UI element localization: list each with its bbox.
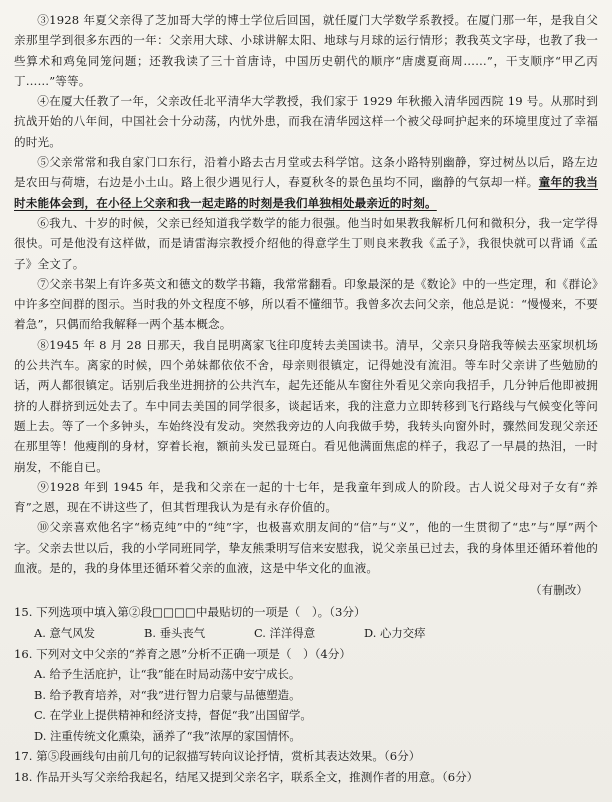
paragraph-5 xyxy=(14,152,598,213)
paragraph-4: ④在厦大任教了一年，父亲改任北平清华大学教授，我们家于 1929 年秋搬入清华园西院 19 号。从那时到抗战开始的八年间，中国社会十分动荡，内忧外患，而我在清华园这样一个被父母呵护起来的环境里度过了幸福的时光。 xyxy=(14,94,598,149)
question-15: 15. 下列选项中填入第②段□□□□中最贴切的一项是（ ）。（3分） xyxy=(14,605,366,620)
q16-option-d[interactable]: D. 注重传统文化熏染，涵养了“我”浓厚的家国情怀。 xyxy=(34,728,301,743)
q15-option-a[interactable]: A. 意气风发 xyxy=(34,625,96,640)
question-15-options xyxy=(34,623,598,644)
q15-option-c[interactable]: C. 洋洋得意 xyxy=(254,625,316,640)
source-note: （有删改） xyxy=(530,583,588,598)
q16-option-a[interactable]: A. 给予生活庇护，让“我”能在时局动荡中安宁成长。 xyxy=(34,667,301,682)
paragraph-3: ③1928 年夏父亲得了芝加哥大学的博士学位后回国，就任厦门大学数学系教授。在厦门那一年，是我自父亲那里学到很多东西的一年：父亲用大球、小球讲解太阳、地球与月球的运行情形；教我英文字母，也教了我一些算术和鸡兔同笼问题；还教我读了三十首唐诗，中国历史朝代的顺序“唐虞夏商周……”，干支顺序“甲乙丙丁……”等等。 xyxy=(14,13,598,88)
q16-option-c[interactable]: C. 在学业上提供精神和经济支持，督促“我”出国留学。 xyxy=(34,708,312,723)
question-18: 18. 作品开头写父亲给我起名，结尾又提到父亲名字，联系全文，推测作者的用意。（6分） xyxy=(14,770,479,785)
paragraph-9: ⑨1928 年到 1945 年，是我和父亲在一起的十七年，是我童年到成人的阶段。古人说父母对子女有“养育”之恩，现在不讲这些了，但其哲理我认为是有永存价值的。 xyxy=(14,479,598,515)
question-16: 16. 下列对文中父亲的“养育之恩”分析不正确一项是（ ）（4分） xyxy=(14,646,351,661)
paragraph-10: ⑩父亲喜欢他名字“杨克纯”中的“纯”字，也极喜欢朋友间的“信”与“义”，他的一生贯彻了“忠”与“厚”两个字。父亲去世以后，我的小学同班同学，挚友熊秉明写信来安慰我，说父亲虽已过去，我的身体里还循环着他的血液。是的，我的身体里还循环着父亲的血液，这是中华文化的血液。 xyxy=(14,520,598,576)
paragraph-8: ⑧1945 年 8 月 28 日那天，我自昆明离家飞往印度转去美国读书。清早，父亲只身陪我等候去巫家坝机场的公共汽车。离家的时候，四个弟妹都依依不舍，母亲则很镇定，记得她没有流泪。等车时父亲讲了些勉励的话，两人都很镇定。话别后我坐进拥挤的公共汽车，起先还能从车窗往外看见父亲向我招手，几分钟后他即被拥挤的人群挤到远处去了。车中同去美国的同学很多，谈起话来，我的注意力立即转移到飞行路线与气候变化等问题上去。等了一个多钟头，车始终没有发动。突然我旁边的人向我做手势，我转头向窗外时，骤然间发现父亲还在那里等！他瘦削的身材，穿着长袍，额前头发已显斑白。看见他满面焦虑的样子，我忍了一早晨的热泪，一时崩发，不能自已。 xyxy=(14,337,598,474)
underlined-sentence: 童年的我当时未能体会到，在小径上父亲和我一起走路的时刻是我们单独相处最亲近的时刻。 xyxy=(14,175,598,210)
q15-option-d[interactable]: D. 心力交瘁 xyxy=(364,625,426,640)
paragraph-5-text: ⑤父亲常常和我自家门口东行，沿着小路去古月堂或去科学馆。这条小路特别幽静，穿过树丛以后，路左边是农田与荷塘，右边是小土山。路上很少遇见行人，春夏秋冬的景色虽均不同，幽静的气氛却一样。 xyxy=(14,155,598,190)
paragraph-7: ⑦父亲书架上有许多英文和德文的数学书籍，我常常翻看。印象最深的是《数论》中的一些定理，和《群论》中许多空间群的图示。当时我的外文程度不够，所以看不懂细节。我曾多次去问父亲，他总是说：“慢慢来，不要着急”，只偶而给我解释一两个基本概念。 xyxy=(14,276,598,332)
question-17: 17. 第⑤段画线句由前几句的记叙描写转向议论抒情，赏析其表达效果。（6分） xyxy=(14,749,421,764)
q16-option-b[interactable]: B. 给予教育培养，对“我”进行智力启蒙与品德塑造。 xyxy=(34,687,301,702)
q15-option-b[interactable]: B. 垂头丧气 xyxy=(144,625,206,640)
paragraph-6: ⑥我九、十岁的时候，父亲已经知道我学数学的能力很强。他当时如果教我解析几何和微积分，我一定学得很快。可是他没有这样做，而是请雷海宗教授介绍他的得意学生丁则良来教我《孟子》，我很快就可以背诵《孟子》全文了。 xyxy=(14,215,598,271)
